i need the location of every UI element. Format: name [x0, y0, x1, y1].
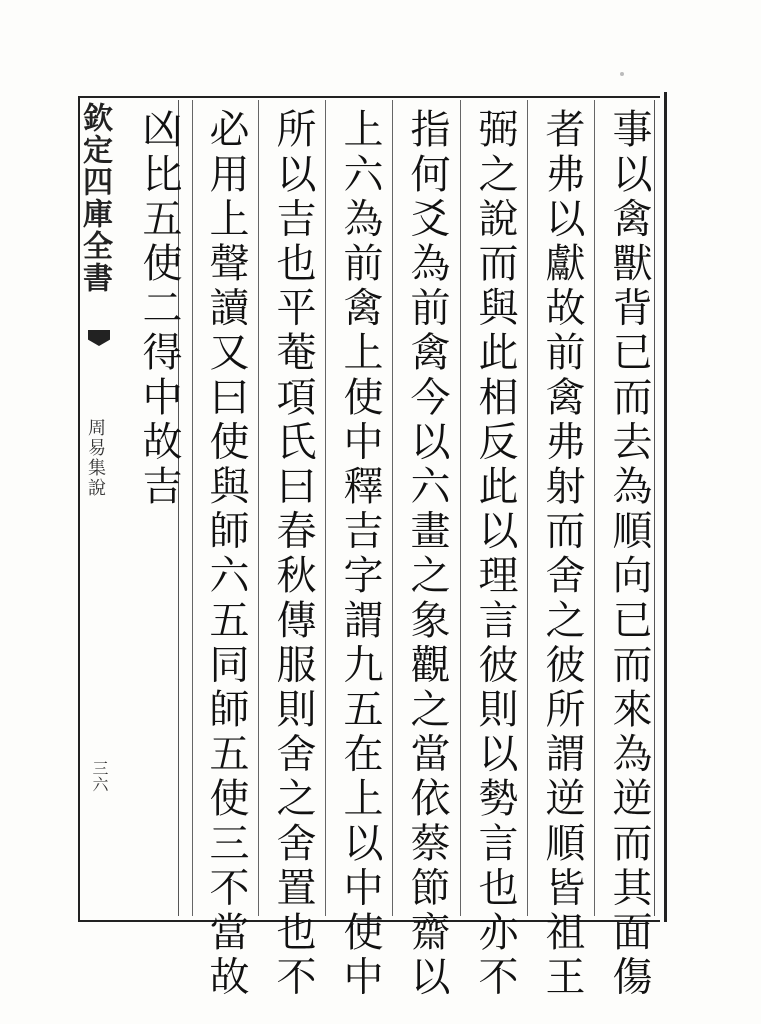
text-column-8: 凶比五使二得中故吉: [136, 108, 182, 510]
column-divider: [594, 100, 595, 916]
text-column-4: 指何爻為前禽今以六畫之象觀之當依蔡節齋以: [404, 108, 450, 1000]
column-divider: [192, 100, 193, 916]
frame-right-border: [664, 92, 667, 922]
text-column-1: 事以禽獸背已而去為順向已而來為逆而其面傷: [606, 108, 652, 1000]
column-divider: [258, 100, 259, 916]
column-divider: [325, 100, 326, 916]
frame-right-inner-border: [654, 100, 655, 916]
spine-page-number: 三六: [90, 760, 109, 792]
spine-title: 欽定四庫全書: [77, 102, 112, 294]
text-column-2: 者弗以獻故前禽弗射而舍之彼所謂逆順皆祖王: [539, 108, 585, 1000]
column-divider: [527, 100, 528, 916]
column-divider: [392, 100, 393, 916]
column-divider: [460, 100, 461, 916]
spine-book-title: 周易集說: [85, 418, 106, 498]
text-column-3: 弼之說而與此相反此以理言彼則以勢言也亦不: [472, 108, 518, 1000]
text-column-7: 必用上聲讀又曰使與師六五同師五使三不當故: [203, 108, 249, 1000]
text-column-6: 所以吉也平菴項氏曰春秋傳服則舍之舍置也不: [270, 108, 316, 1000]
text-column-5: 上六為前禽上使中釋吉字謂九五在上以中使中: [337, 108, 383, 1000]
page-speck: [620, 72, 624, 76]
